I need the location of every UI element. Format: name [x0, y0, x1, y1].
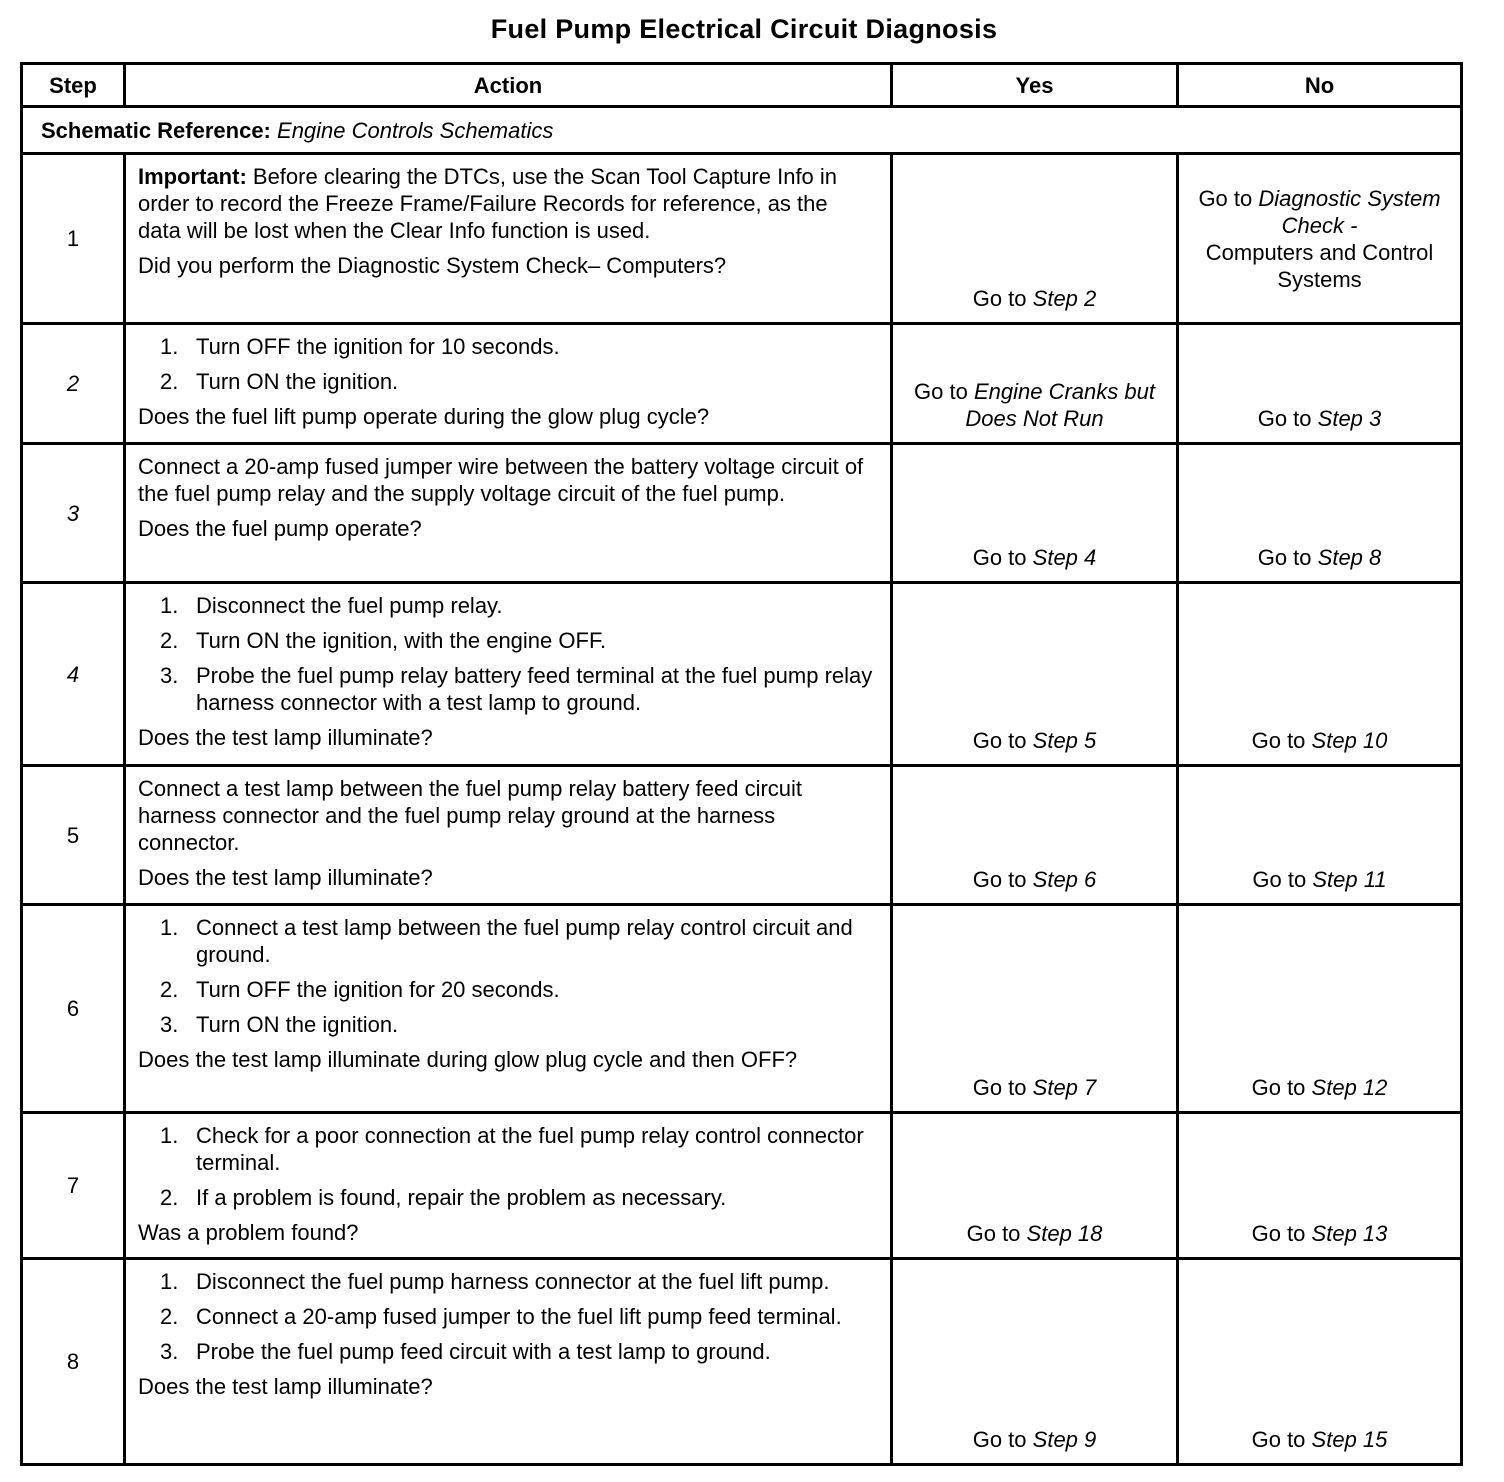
list-item: 2. Turn ON the ignition.: [160, 369, 399, 394]
yes-cell: [892, 1113, 1178, 1259]
action-cell: [125, 583, 892, 766]
header-no: No: [1178, 64, 1462, 107]
go-to-label: Go to: [972, 1427, 1027, 1452]
step-number: 8: [22, 1259, 125, 1465]
yes-target: Step 6: [1032, 867, 1097, 892]
list-item: 1. Disconnect the fuel pump relay.: [160, 593, 503, 618]
header-step: Step: [22, 64, 125, 107]
yes-target: Step 5: [1032, 728, 1097, 753]
yes-target: Step 7: [1032, 1075, 1097, 1100]
schematic-value: Engine Controls Schematics: [277, 117, 554, 143]
table-row: [22, 324, 1462, 444]
yes-cell: [892, 444, 1178, 583]
table-row: [22, 583, 1462, 766]
table-row: [22, 1113, 1462, 1259]
go-to-label: Go to: [1251, 1221, 1306, 1246]
schematic-label: Schematic Reference:: [41, 117, 271, 143]
no-target: Step 12: [1311, 1075, 1388, 1100]
action-cell: [125, 766, 892, 905]
action-cell: [125, 905, 892, 1113]
go-to-label: Go to: [1198, 185, 1253, 211]
yes-cell: [892, 905, 1178, 1113]
action-intro: Connect a test lamp between the fuel pump relay battery feed circuit harness connector and the fuel pump relay ground at the harness connector.: [138, 776, 803, 855]
go-to-label: Go to: [972, 545, 1027, 570]
important-note: [138, 163, 876, 244]
go-to-label: Go to: [972, 286, 1027, 311]
yes-cell: [892, 1259, 1178, 1465]
action-list: [138, 914, 876, 1038]
action-list: [138, 1122, 876, 1211]
action-question: Does the test lamp illuminate?: [138, 865, 433, 890]
list-item: 2. Turn OFF the ignition for 20 seconds.: [160, 977, 560, 1002]
action-question: Does the test lamp illuminate?: [138, 725, 433, 750]
go-to-label: Go to: [1251, 1075, 1306, 1100]
yes-target: Step 18: [1026, 1221, 1103, 1246]
action-list: [138, 592, 876, 716]
table-row: [22, 766, 1462, 905]
action-list: [138, 333, 876, 395]
yes-cell: [892, 154, 1178, 324]
go-to-label: Go to: [1251, 728, 1306, 753]
list-item: 2. Connect a 20-amp fused jumper to the fuel lift pump feed terminal.: [160, 1304, 842, 1329]
no-cell: [1178, 1259, 1462, 1465]
action-question: Did you perform the Diagnostic System Check– Computers?: [138, 253, 727, 278]
step-number: 1: [22, 154, 125, 324]
no-cell: [1178, 766, 1462, 905]
no-target: Step 8: [1317, 545, 1382, 570]
step-number: 3: [22, 444, 125, 583]
step-number: 7: [22, 1113, 125, 1259]
no-target: Step 10: [1311, 728, 1388, 753]
action-cell: [125, 324, 892, 444]
no-cell: [1178, 324, 1462, 444]
action-question: Does the test lamp illuminate during glow plug cycle and then OFF?: [138, 1047, 798, 1072]
go-to-label: Go to: [1252, 867, 1307, 892]
yes-target: Step 9: [1032, 1427, 1097, 1452]
yes-target: Step 2: [1032, 286, 1097, 311]
list-item: 3. Probe the fuel pump relay battery feed terminal at the fuel pump relay harness connector with a test lamp to ground.: [160, 663, 873, 715]
action-cell: [125, 1113, 892, 1259]
action-cell: [125, 444, 892, 583]
no-target: Step 3: [1317, 406, 1382, 431]
table-row: [22, 154, 1462, 324]
no-cell: [1178, 1113, 1462, 1259]
list-item: 1. Connect a test lamp between the fuel pump relay control circuit and ground.: [160, 915, 853, 967]
yes-target: Engine Cranks but Does Not Run: [965, 379, 1155, 431]
no-cell: [1178, 444, 1462, 583]
important-label: Important:: [138, 164, 247, 189]
header-yes: Yes: [892, 64, 1178, 107]
no-target-plain: Computers and Control Systems: [1205, 239, 1434, 292]
action-list: [138, 1268, 876, 1365]
no-cell: [1178, 583, 1462, 766]
action-question: Does the fuel lift pump operate during the glow plug cycle?: [138, 404, 710, 429]
list-item: 2. If a problem is found, repair the problem as necessary.: [160, 1185, 727, 1210]
go-to-label: Go to: [972, 1075, 1027, 1100]
table-row: [22, 905, 1462, 1113]
diagnosis-table: [20, 62, 1463, 1466]
list-item: 2. Turn ON the ignition, with the engine OFF.: [160, 628, 607, 653]
yes-cell: [892, 766, 1178, 905]
no-target: Step 13: [1311, 1221, 1388, 1246]
step-number: 6: [22, 905, 125, 1113]
page-title: Fuel Pump Electrical Circuit Diagnosis: [490, 14, 998, 44]
no-target: Step 11: [1312, 867, 1387, 892]
yes-cell: [892, 583, 1178, 766]
list-item: 1. Turn OFF the ignition for 10 seconds.: [160, 334, 560, 359]
no-target-block: [1185, 185, 1454, 293]
go-to-label: Go to: [972, 728, 1027, 753]
action-cell: [125, 1259, 892, 1465]
table-row: [22, 444, 1462, 583]
no-target: Diagnostic System Check -: [1258, 185, 1441, 238]
step-number: 5: [22, 766, 125, 905]
yes-target: Step 4: [1032, 545, 1097, 570]
go-to-label: Go to: [966, 1221, 1021, 1246]
table-row: [22, 1259, 1462, 1465]
go-to-label: Go to: [1257, 406, 1312, 431]
schematic-reference: [22, 107, 1462, 154]
go-to-label: Go to: [1257, 545, 1312, 570]
go-to-label: Go to: [1251, 1427, 1306, 1452]
action-question: Was a problem found?: [138, 1220, 359, 1245]
step-number: 4: [22, 583, 125, 766]
go-to-label: Go to: [972, 867, 1027, 892]
go-to-label: Go to: [914, 379, 968, 404]
list-item: 3. Probe the fuel pump feed circuit with a test lamp to ground.: [160, 1339, 771, 1364]
important-text: Before clearing the DTCs, use the Scan Tool Capture Info in order to record the Freeze Frame/Failure Records for reference, as the data will be lost when the Clear Info function is used.: [138, 164, 838, 243]
header-action: Action: [125, 64, 892, 107]
header-row: [22, 64, 1462, 107]
list-item: 3. Turn ON the ignition.: [160, 1012, 399, 1037]
no-cell: [1178, 905, 1462, 1113]
action-question: Does the test lamp illuminate?: [138, 1374, 433, 1399]
yes-cell: [892, 324, 1178, 444]
list-item: 1. Check for a poor connection at the fuel pump relay control connector terminal.: [160, 1123, 864, 1175]
action-cell: [125, 154, 892, 324]
list-item: 1. Disconnect the fuel pump harness connector at the fuel lift pump.: [160, 1269, 830, 1294]
action-question: Does the fuel pump operate?: [138, 516, 422, 541]
step-number: 2: [22, 324, 125, 444]
action-intro: Connect a 20-amp fused jumper wire between the battery voltage circuit of the fuel pump relay and the supply voltage circuit of the fuel pump.: [138, 454, 864, 506]
no-cell: [1178, 154, 1462, 324]
no-target: Step 15: [1311, 1427, 1388, 1452]
schematic-row: [22, 107, 1462, 154]
